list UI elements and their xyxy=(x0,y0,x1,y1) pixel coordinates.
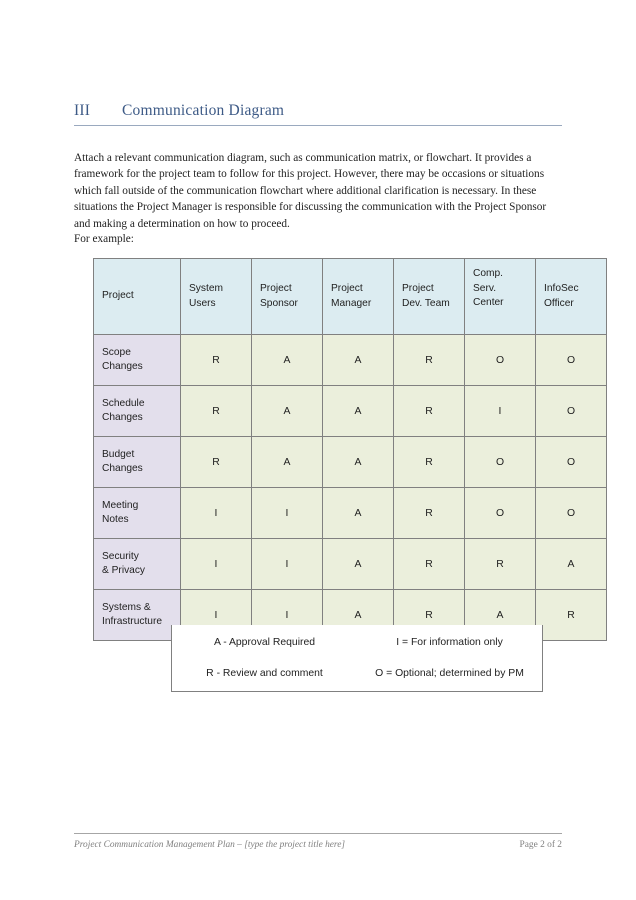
header-cell-infosec-officer xyxy=(536,259,607,335)
cell-value: A xyxy=(323,590,394,641)
cell-value: A xyxy=(323,539,394,590)
row-label-line: Changes xyxy=(102,412,143,423)
cell-value: R xyxy=(394,488,465,539)
header-line: Center xyxy=(473,297,504,308)
cell-value: R xyxy=(536,590,607,641)
cell-value: I xyxy=(181,488,252,539)
footer-page-number: Page 2 of 2 xyxy=(519,840,562,850)
example-label: For example: xyxy=(74,233,134,245)
header-line: Project xyxy=(102,290,134,302)
cell-value: O xyxy=(536,437,607,488)
cell-value: R xyxy=(181,335,252,386)
row-label-line: Scope xyxy=(102,346,131,358)
cell-value: R xyxy=(394,386,465,437)
cell-value: R xyxy=(394,590,465,641)
row-label-line: Changes xyxy=(102,361,143,372)
header-cell-project xyxy=(94,259,181,335)
matrix-header-row xyxy=(94,259,607,335)
cell-value: A xyxy=(323,335,394,386)
row-label-meeting-notes xyxy=(94,488,181,539)
row-label-systems-infrastructure xyxy=(94,590,181,641)
cell-value: R xyxy=(394,437,465,488)
legend-item-approval-required: A - Approval Required xyxy=(213,637,316,648)
header-line: Users xyxy=(189,297,216,309)
legend-item-review-and-comment: R - Review and comment xyxy=(206,668,323,679)
header-line: Project xyxy=(402,283,434,294)
table-row xyxy=(94,386,607,437)
cell-value: R xyxy=(465,539,536,590)
table-row xyxy=(94,539,607,590)
intro-paragraph: Attach a relevant communication diagram, such as communication matrix, or flowchart. It provides a framework for the project team to follow for this project. However, there may be occasions or situations which fall outside of the communication flowchart where additional clarification is necessary. In these situations the Project Manager is responsible for discussing the communication with the Project Sponsor and making a determination on how to proceed. xyxy=(74,152,547,230)
cell-value: I xyxy=(181,539,252,590)
section-heading xyxy=(74,102,562,126)
cell-value: O xyxy=(465,488,536,539)
footer-divider xyxy=(74,833,562,834)
table-row xyxy=(94,488,607,539)
cell-value: O xyxy=(465,437,536,488)
row-label-line: Security xyxy=(102,550,139,562)
cell-value: A xyxy=(323,437,394,488)
row-label-line: Infrastructure xyxy=(102,616,163,627)
table-row xyxy=(94,437,607,488)
header-line: Serv. xyxy=(473,282,497,294)
header-line: Officer xyxy=(544,297,574,309)
header-line: Project xyxy=(260,283,292,294)
header-line: Dev. Team xyxy=(402,297,450,309)
heading-divider xyxy=(74,125,562,126)
cell-value: O xyxy=(536,335,607,386)
header-line: Sponsor xyxy=(260,297,298,309)
cell-value: O xyxy=(536,386,607,437)
header-line: Manager xyxy=(331,297,372,309)
cell-value: A xyxy=(252,437,323,488)
header-line: System xyxy=(189,283,223,294)
cell-value: A xyxy=(323,488,394,539)
heading-number: III xyxy=(74,102,91,119)
matrix-legend xyxy=(171,625,543,692)
row-label-schedule-changes xyxy=(94,386,181,437)
header-cell-project-dev-team xyxy=(394,259,465,335)
row-label-line: Schedule xyxy=(102,397,145,409)
heading-row xyxy=(74,102,562,120)
header-cell-project-sponsor xyxy=(252,259,323,335)
row-label-line: & Privacy xyxy=(102,565,146,576)
header-cell-comp-serv-center xyxy=(465,259,536,335)
header-line: Comp. xyxy=(473,268,504,279)
page-title: Communication Diagram xyxy=(122,102,285,119)
row-label-scope-changes xyxy=(94,335,181,386)
row-label-budget-changes xyxy=(94,437,181,488)
cell-value: I xyxy=(252,590,323,641)
legend-row xyxy=(172,658,542,689)
legend-row xyxy=(172,627,542,658)
cell-value: A xyxy=(323,386,394,437)
cell-value: A xyxy=(252,335,323,386)
cell-value: R xyxy=(394,335,465,386)
row-label-line: Notes xyxy=(102,514,129,525)
cell-value: I xyxy=(252,539,323,590)
cell-value: R xyxy=(181,437,252,488)
communication-matrix xyxy=(93,258,607,641)
footer-document-title: Project Communication Management Plan – [type the project title here] xyxy=(74,840,346,850)
cell-value: A xyxy=(252,386,323,437)
cell-value: A xyxy=(536,539,607,590)
cell-value: R xyxy=(181,386,252,437)
cell-value: O xyxy=(465,335,536,386)
header-line: InfoSec xyxy=(544,283,579,294)
row-label-line: Meeting xyxy=(102,499,139,511)
row-label-line: Systems & xyxy=(102,601,151,613)
row-label-security-privacy xyxy=(94,539,181,590)
cell-value: I xyxy=(465,386,536,437)
legend-item-for-information-only: I = For information only xyxy=(396,637,503,648)
cell-value: O xyxy=(536,488,607,539)
header-cell-system-users xyxy=(181,259,252,335)
table-row xyxy=(94,335,607,386)
row-label-line: Changes xyxy=(102,463,143,474)
cell-value: I xyxy=(252,488,323,539)
cell-value: R xyxy=(394,539,465,590)
cell-value: I xyxy=(181,590,252,641)
header-cell-project-manager xyxy=(323,259,394,335)
row-label-line: Budget xyxy=(102,448,135,460)
page-footer xyxy=(74,840,562,850)
cell-value: A xyxy=(465,590,536,641)
header-line: Project xyxy=(331,283,363,294)
legend-item-optional-determined-by-pm: O = Optional; determined by PM xyxy=(375,668,524,679)
